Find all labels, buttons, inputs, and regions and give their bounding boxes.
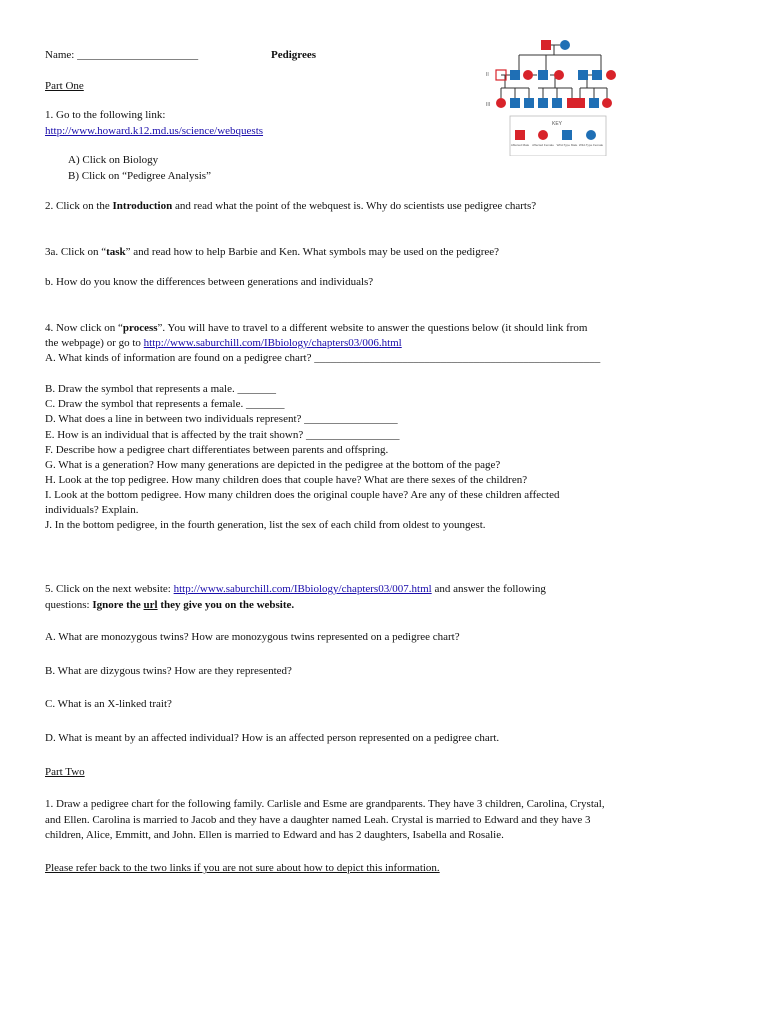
key-title: KEY <box>552 121 563 127</box>
q1-link[interactable]: http://www.howard.k12.md.us/science/webquests <box>45 125 264 137</box>
q4-item: individuals? Explain. <box>45 504 139 516</box>
pedigree-figure <box>484 36 634 156</box>
generation-label-ii: III <box>486 102 491 108</box>
male-wildtype-symbol <box>538 98 548 108</box>
q2-bold: Introduction <box>112 200 173 212</box>
female-affected-symbol <box>496 98 506 108</box>
q1-text: 1. Go to the following link: <box>45 109 166 121</box>
q5-item: D. What is meant by an affected individual? How is an affected person represented on a pedigree chart. <box>45 732 500 744</box>
q4-item: I. Look at the bottom pedigree. How many children does the original couple have? Are any of these children affected <box>45 489 560 501</box>
q1-option-a: A) Click on Biology <box>68 154 159 166</box>
male-wildtype-symbol <box>510 70 520 80</box>
pedigree-key <box>510 116 606 156</box>
part2-q1-line: children, Alice, Emmitt, and John. Ellen is married to Edward and has 2 daughters, Isabella and Rosalie. <box>45 829 504 841</box>
male-wildtype-symbol <box>524 98 534 108</box>
q4-item: C. Draw the symbol that represents a female. _______ <box>45 398 285 410</box>
q5-item: A. What are monozygous twins? How are monozygous twins represented on a pedigree chart? <box>45 631 460 643</box>
male-wildtype-symbol <box>552 98 562 108</box>
key-label-affected-female: Affected Female <box>532 143 554 147</box>
q5-item: B. What are dizygous twins? How are they represented? <box>45 665 292 677</box>
female-affected-symbol <box>554 70 564 80</box>
male-wildtype-symbol <box>578 70 588 80</box>
part2-note: Please refer back to the two links if you are not sure about how to depict this information. <box>45 862 440 874</box>
female-affected-symbol <box>606 70 616 80</box>
key-wildtype-female-icon <box>586 130 596 140</box>
q4-item: G. What is a generation? How many generations are depicted in the pedigree at the bottom of the page? <box>45 459 501 471</box>
q5-line2: questions: Ignore the url they give you on the website. <box>45 599 295 611</box>
male-wildtype-symbol <box>589 98 599 108</box>
q4-item: H. Look at the top pedigree. How many children does that couple have? What are there sexes of the children? <box>45 474 528 486</box>
q5-bold: Ignore the url they give you on the website. <box>92 599 295 611</box>
male-affected-symbol <box>541 40 551 50</box>
q4-line2: the webpage) or go to http://www.saburchill.com/IBbiology/chapters03/006.html <box>45 337 402 349</box>
q4-text: 4. Now click on “process”. You will have to travel to a different website to answer the questions below (it should link from <box>45 322 588 334</box>
part-one-heading: Part One <box>45 80 84 92</box>
page-title: Pedigrees <box>271 49 317 61</box>
q3a-text: 3a. Click on “task” and read how to help Barbie and Ken. What symbols may be used on the pedigree? <box>45 246 500 258</box>
male-wildtype-symbol <box>538 70 548 80</box>
q5-link[interactable]: http://www.saburchill.com/IBbiology/chapters03/007.html <box>173 583 432 595</box>
q4-item: D. What does a line in between two individuals represent? _________________ <box>45 413 398 425</box>
female-affected-symbol <box>602 98 612 108</box>
part2-q1-line: and Ellen. Carolina is married to Jacob and they have a daughter named Leah. Crystal is married to Edward and they have 3 <box>45 814 591 826</box>
male-wildtype-symbol <box>592 70 602 80</box>
q4-item: B. Draw the symbol that represents a male. _______ <box>45 383 276 395</box>
q5-item: C. What is an X-linked trait? <box>45 698 172 710</box>
q5-text: 5. Click on the next website: http://www.saburchill.com/IBbiology/chapters03/007.html and answer the following <box>45 583 546 595</box>
q4-bold: process <box>122 322 158 334</box>
q2-text: 2. Click on the Introduction and read what the point of the webquest is. Why do scientists use pedigree charts? <box>45 200 537 212</box>
female-wildtype-symbol <box>560 40 570 50</box>
generation-label-i: II <box>486 72 489 78</box>
q4-item: J. In the bottom pedigree, in the fourth generation, list the sex of each child from oldest to youngest. <box>45 519 486 531</box>
key-label-affected-male: Affected Male <box>510 143 530 147</box>
male-wildtype-symbol <box>510 98 520 108</box>
q3a-bold: task <box>106 246 126 258</box>
key-label-wildtype-female: Wild-Type Female <box>578 143 604 147</box>
key-label-wildtype-male: Wild-Type Male <box>556 143 578 147</box>
key-affected-female-icon <box>538 130 548 140</box>
q4-item: F. Describe how a pedigree chart differentiates between parents and offspring. <box>45 444 389 456</box>
q4-item: A. What kinds of information are found on a pedigree chart? ____________________________________________________ <box>45 352 601 364</box>
male-affected-symbol <box>575 98 585 108</box>
name-label: Name: ______________________ <box>45 49 199 61</box>
q4-link[interactable]: http://www.saburchill.com/IBbiology/chapters03/006.html <box>143 337 402 349</box>
q1-option-b: B) Click on “Pedigree Analysis” <box>68 170 211 182</box>
q4-item: E. How is an individual that is affected by the trait shown? _________________ <box>45 429 400 441</box>
key-wildtype-male-icon <box>562 130 572 140</box>
q3b-text: b. How do you know the differences between generations and individuals? <box>45 276 374 288</box>
part-two-heading: Part Two <box>45 766 85 778</box>
part2-q1-line: 1. Draw a pedigree chart for the following family. Carlisle and Esme are grandparents. They have 3 children, Carolina, Crystal, <box>45 798 605 810</box>
key-affected-male-icon <box>515 130 525 140</box>
female-affected-symbol <box>523 70 533 80</box>
